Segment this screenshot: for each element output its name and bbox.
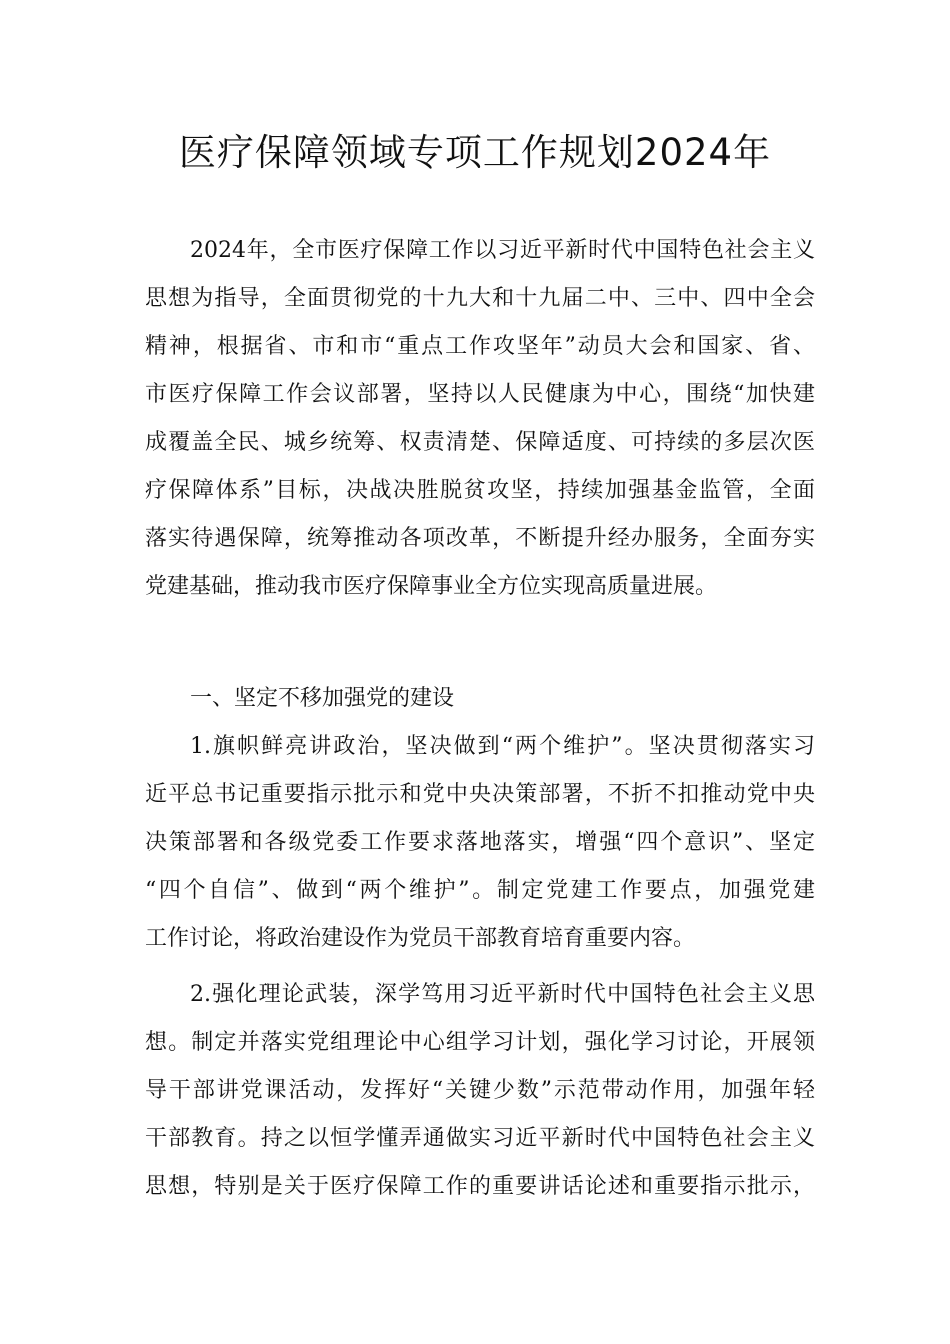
intro-line-6: 疗保障体系”目标，决战决胜脱贫攻坚，持续加强基金监管，全面 [145,478,815,503]
item1-line-3: 决策部署和各级党委工作要求落地落实，增强“四个意识”、坚定 [145,830,815,855]
item2-line-4: 干部教育。持之以恒学懂弄通做实习近平新时代中国特色社会主义 [145,1126,815,1151]
intro-line-2: 思想为指导，全面贯彻党的十九大和十九届二中、三中、四中全会 [145,286,815,311]
item1-line-5: 工作讨论，将政治建设作为党员干部教育培育重要内容。 [145,926,696,951]
item2-line-2: 想。制定并落实党组理论中心组学习计划，强化学习讨论，开展领 [145,1030,815,1055]
intro-line-4: 市医疗保障工作会议部署，坚持以人民健康为中心，围绕“加快建 [145,382,815,407]
intro-line-7: 落实待遇保障，统筹推动各项改革，不断提升经办服务，全面夯实 [145,526,815,551]
intro-line-3: 精神，根据省、市和市“重点工作攻坚年”动员大会和国家、省、 [145,334,815,359]
item2-line-3: 导干部讲党课活动，发挥好“关键少数”示范带动作用，加强年轻 [145,1078,815,1103]
document-title: 医疗保障领域专项工作规划2024年 [178,131,772,174]
item2-line-1: 2.强化理论武装，深学笃用习近平新时代中国特色社会主义思 [190,982,815,1007]
intro-line-1: 2024年，全市医疗保障工作以习近平新时代中国特色社会主义 [190,238,815,263]
item2-line-5: 思想，特别是关于医疗保障工作的重要讲话论述和重要指示批示， [145,1174,815,1199]
item1-line-4: “四个自信”、做到“两个维护”。制定党建工作要点，加强党建 [145,878,815,903]
intro-line-5: 成覆盖全民、城乡统筹、权责清楚、保障适度、可持续的多层次医 [145,430,815,455]
section-heading: 一、坚定不移加强党的建设 [190,686,455,711]
intro-line-8: 党建基础，推动我市医疗保障事业全方位实现高质量进展。 [145,574,718,599]
item1-line-2: 近平总书记重要指示批示和党中央决策部署，不折不扣推动党中央 [145,782,815,807]
item1-line-1: 1.旗帜鲜亮讲政治，坚决做到“两个维护”。坚决贯彻落实习 [190,734,815,759]
